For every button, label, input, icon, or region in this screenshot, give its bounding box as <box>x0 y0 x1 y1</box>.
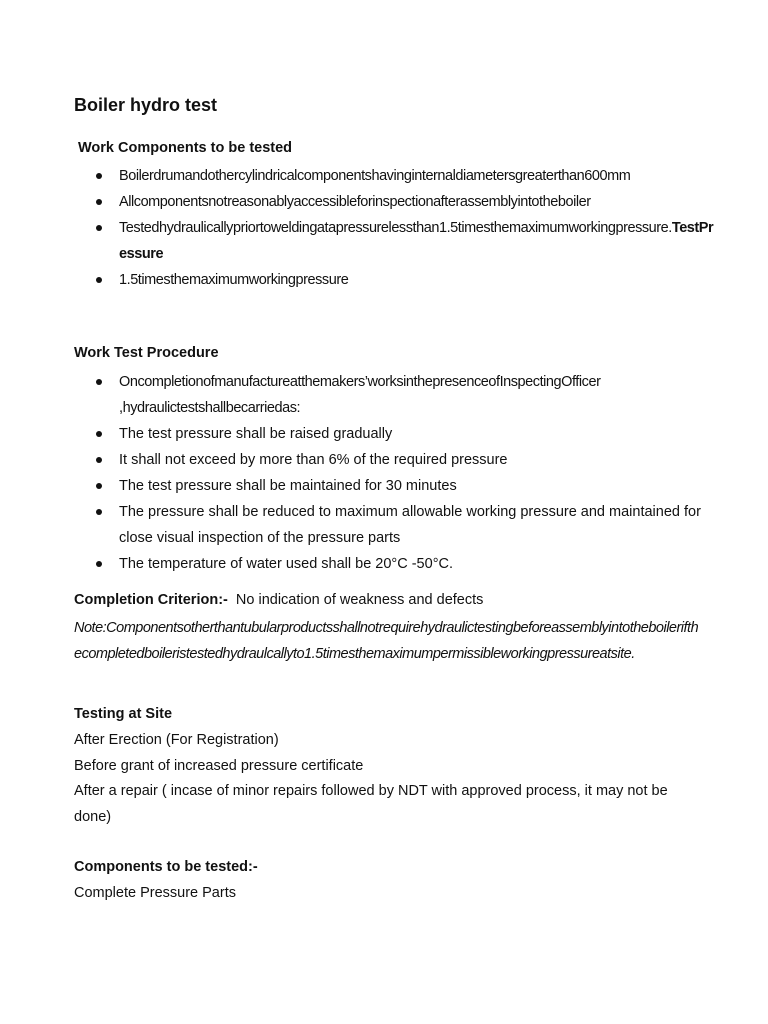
bullet-icon <box>96 431 102 437</box>
bullet-icon <box>96 225 102 231</box>
bullet-icon <box>96 483 102 489</box>
list-item: Boilerdrumandothercylindricalcomponentshavinginternaldiametersgreaterthan600mm <box>96 163 716 189</box>
completion-note: Note:Componentsotherthantubularproductsshallnotrequirehydraulictestingbeforeassemblyintotheboilerifthecompletedboileristestedhydraulcallyto1.5timesthemaximumpermissibleworkingpressureatsite. <box>74 620 699 662</box>
list-item: Oncompletionofmanufactureatthemakers’worksinthepresenceofInspectingOfficer ,hydraulictestshallbecarriedas: <box>96 369 716 421</box>
bullet-icon <box>96 509 102 515</box>
bullet-icon <box>96 379 102 385</box>
list-item: 1.5timesthemaximumworkingpressure <box>96 267 716 293</box>
completion-criterion-text: No indication of weakness and defects <box>235 592 484 608</box>
work-components-list <box>96 163 716 293</box>
bullet-icon <box>96 173 102 179</box>
testing-line: After Erection (For Registration) <box>74 732 279 748</box>
bullet-icon <box>96 561 102 567</box>
testing-line: After a repair ( incase of minor repairs followed by NDT with approved process, it may not be done) <box>74 783 668 825</box>
work-components-heading: Work Components to be tested <box>78 140 293 156</box>
list-item: Testedhydraulicallypriortoweldingatapressurelessthan1.5timesthemaximumworkingpressure.TestPressure <box>96 215 716 267</box>
list-item: The pressure shall be reduced to maximum allowable working pressure and maintained for close visual inspection of the pressure parts <box>96 499 716 551</box>
components-tested-heading: Components to be tested:- <box>74 859 258 875</box>
list-item: The test pressure shall be raised gradually <box>96 421 716 447</box>
list-item: Allcomponentsnotreasonablyaccessibleforinspectionafterassemblyintotheboiler <box>96 189 716 215</box>
list-item: It shall not exceed by more than 6% of the required pressure <box>96 447 716 473</box>
work-test-procedure-heading: Work Test Procedure <box>74 345 219 361</box>
list-item: The temperature of water used shall be 20°C -50°C. <box>96 551 716 577</box>
testing-at-site-heading: Testing at Site <box>74 706 173 722</box>
bullet-icon <box>96 457 102 463</box>
bullet-icon <box>96 199 102 205</box>
list-item: The test pressure shall be maintained for 30 minutes <box>96 473 716 499</box>
completion-criterion-label: Completion Criterion:- <box>74 592 228 608</box>
document-title: Boiler hydro test <box>74 95 218 115</box>
testing-line: Before grant of increased pressure certificate <box>74 758 364 774</box>
components-tested-text: Complete Pressure Parts <box>74 885 236 901</box>
bullet-icon <box>96 277 102 283</box>
completion-criterion <box>74 587 714 613</box>
procedure-list <box>96 369 716 577</box>
